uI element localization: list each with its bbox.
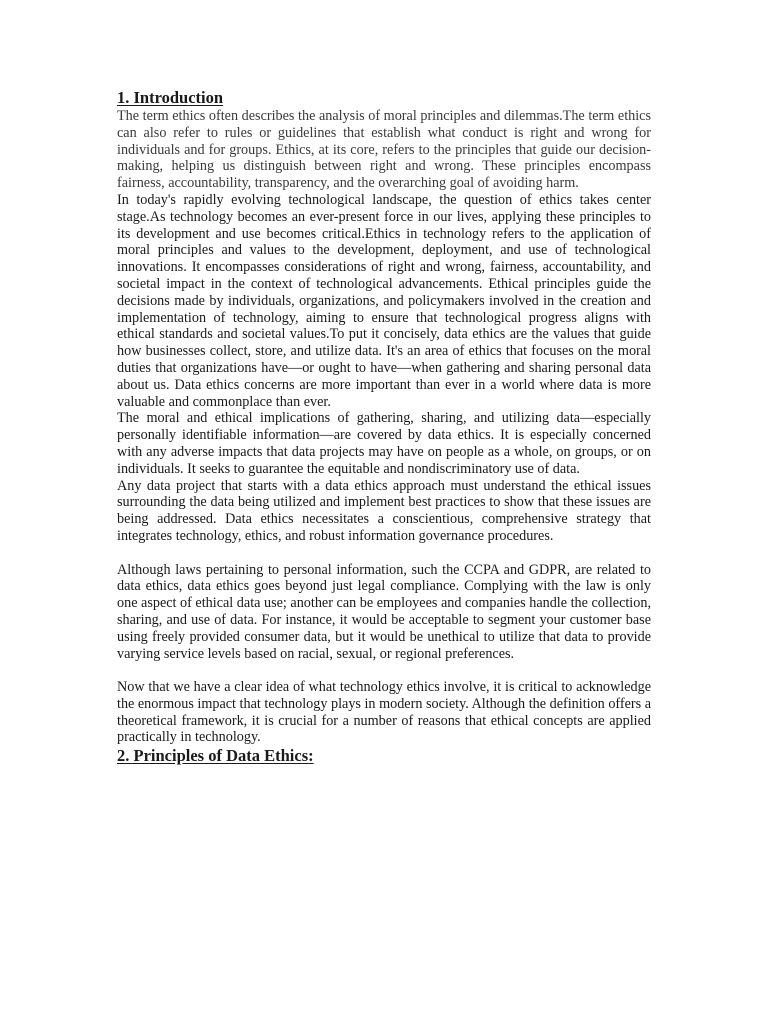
section-heading-introduction: 1. Introduction bbox=[117, 88, 224, 107]
section-heading-principles-text: 2. Principles of Data Ethics bbox=[117, 746, 309, 766]
paragraph-technology-ethics: In today's rapidly evolving technological landscape, the question of ethics takes center stage.As technology becomes an ever-present force in our lives, applying these principles to its development and use becomes critical.Ethics in technology refers to the application of moral principles and values to the development, deployment, and use of technological innovations. It encompasses considerations of right and wrong, fairness, accountability, and societal impact in the context of technological advancements. Ethical principles guide the decisions made by individuals, organizations, and policymakers involved in the creation and implementation of technology, aiming to ensure that technological progress aligns with ethical standards and societal values.To put it concisely, data ethics are the values that guide how businesses collect, store, and utilize data. It's an area of ethics that focuses on the moral duties that organizations have—or ought to have—when gathering and sharing personal data about us. Data ethics concerns are more important than ever in a world where data is more valuable and commonplace than ever. bbox=[117, 191, 651, 410]
section-heading-principles-colon: : bbox=[308, 746, 314, 766]
paragraph-spacer bbox=[117, 662, 651, 679]
paragraph-data-ethics-approach: Any data project that starts with a data ethics approach must understand the ethical issues surrounding the data being utilized and implement best practices to show that these issues are being addressed. Data ethics necessitates a conscientious, comprehensive strategy that integrates technology, ethics, and robust information governance procedures. bbox=[117, 477, 651, 544]
paragraph-spacer bbox=[117, 545, 651, 562]
paragraph-data-ethics-implications: The moral and ethical implications of gathering, sharing, and utilizing data—especially personally identifiable information—are covered by data ethics. It is especially concerned with any adverse impacts that data projects may have on people as a whole, on groups, or on individuals. It seeks to guarantee the equitable and nondiscriminatory use of data. bbox=[117, 410, 651, 477]
paragraph-technology-impact: Now that we have a clear idea of what technology ethics involve, it is critical to acknowledge the enormous impact that technology plays in modern society. Although the definition offers a theoretical framework, it is crucial for a number of reasons that ethical concepts are applied practically in technology. bbox=[117, 679, 651, 746]
document-page bbox=[117, 88, 651, 766]
paragraph-legal-compliance: Although laws pertaining to personal information, such the CCPA and GDPR, are related to data ethics, data ethics goes beyond just legal compliance. Complying with the law is only one aspect of ethical data use; another can be employees and companies handle the collection, sharing, and use of data. For instance, it would be acceptable to segment your customer base using freely provided consumer data, but it would be unethical to utilize that data to provide varying service levels based on racial, sexual, or regional preferences. bbox=[117, 561, 651, 662]
paragraph-ethics-definition: The term ethics often describes the analysis of moral principles and dilemmas.The term ethics can also refer to rules or guidelines that establish what conduct is right and wrong for individuals and for groups. Ethics, at its core, refers to the principles that guide our decision-making, helping us distinguish between right and wrong. These principles encompass fairness, accountability, transparency, and the overarching goal of avoiding harm. bbox=[117, 108, 651, 192]
section-heading-principles bbox=[117, 746, 651, 766]
